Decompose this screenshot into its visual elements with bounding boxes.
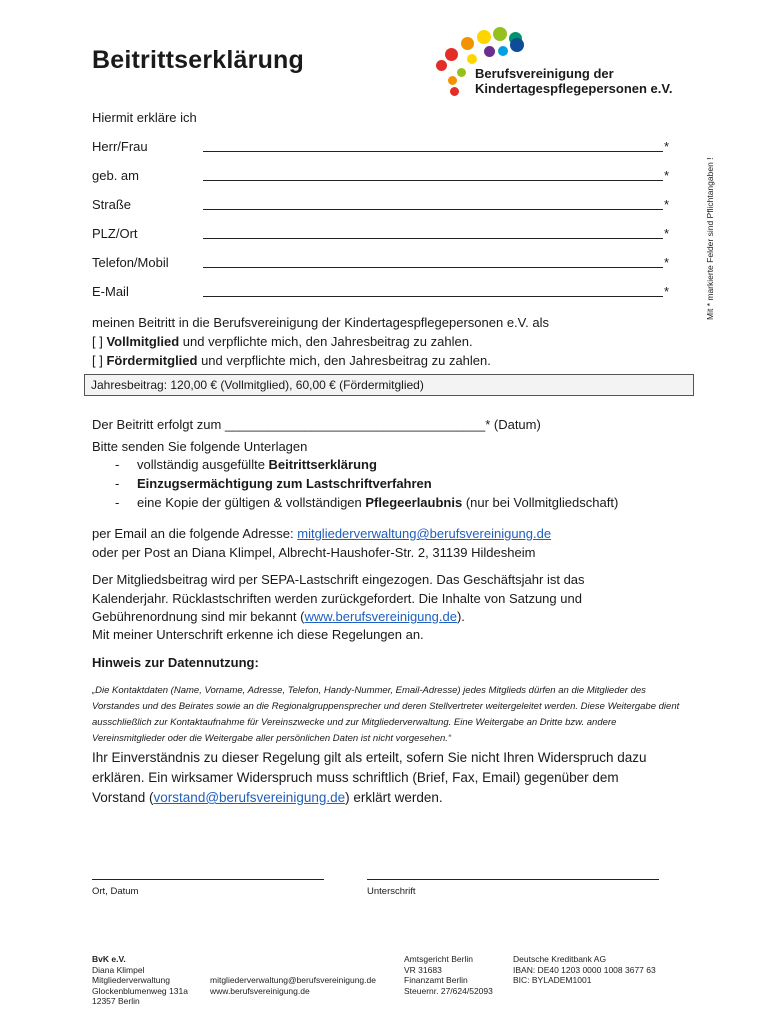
footer-org: BvK e.V.: [92, 954, 126, 964]
signature-label: Unterschrift: [367, 886, 416, 897]
organization-name-line2: Kindertagespflegepersonen e.V.: [475, 81, 673, 96]
logo-dot: [510, 38, 524, 52]
sepa-text: ).: [456, 609, 465, 624]
logo-dot: [484, 46, 495, 57]
logo-dot: [467, 54, 477, 64]
required-marker: *: [664, 284, 670, 299]
page-title: Beitrittserklärung: [92, 46, 304, 74]
list-item: [115, 495, 618, 510]
footer-line: Mitgliederverwaltung: [92, 975, 170, 985]
footer-line: Amtsgericht Berlin: [404, 954, 473, 964]
organization-name: [475, 66, 672, 96]
field-label: geb. am: [92, 168, 139, 183]
logo-dot: [436, 60, 447, 71]
list-item: [115, 476, 432, 491]
logo-dot: [493, 27, 507, 41]
footer-line: Finanzamt Berlin: [404, 975, 468, 985]
website-link[interactable]: www.berufsvereinigung.de: [304, 609, 457, 624]
item-bold: Einzugsermächtigung zum Lastschriftverfahren: [137, 476, 432, 491]
sepa-line: Der Mitgliedsbeitrag wird per SEPA-Lastschrift eingezogen. Das Geschäftsjahr ist das: [92, 572, 585, 587]
consent-line: [92, 788, 443, 807]
item-bold: Pflegeerlaubnis: [365, 495, 463, 510]
required-marker: *: [664, 226, 670, 241]
field-label: Straße: [92, 197, 132, 212]
sepa-line: [92, 607, 465, 626]
item-text: (nur bei Vollmitgliedschaft): [462, 495, 619, 510]
footer-bank: [513, 954, 656, 986]
sepa-line: Kalenderjahr. Rücklastschriften werden zurückgefordert. Die Inhalte von Satzung und: [92, 591, 582, 606]
field-label: E-Mail: [92, 284, 129, 299]
send-email-text: per Email an die folgende Adresse:: [92, 526, 298, 541]
required-marker: *: [664, 139, 670, 154]
item-text: vollständig ausgefüllte: [137, 457, 269, 472]
sepa-text: Gebührenordnung sind mir bekannt (: [92, 609, 305, 624]
footer-email[interactable]: mitgliederverwaltung@berufsvereinigung.de: [210, 975, 376, 985]
list-dash: -: [115, 457, 120, 472]
footer-line: Glockenblumenweg 131a: [92, 985, 188, 996]
membership-intro: meinen Beitritt in die Berufsvereinigung der Kindertagespflegepersonen e.V. als: [92, 315, 549, 330]
footer-website[interactable]: www.berufsvereinigung.de: [210, 985, 310, 996]
full-member-label: Vollmitglied: [106, 334, 180, 349]
checkbox-supporting-member[interactable]: [ ]: [92, 353, 107, 368]
input-line[interactable]: [203, 180, 663, 181]
footer-line: 12357 Berlin: [92, 996, 140, 1006]
input-line[interactable]: [203, 238, 663, 239]
sepa-line: Mit meiner Unterschrift erkenne ich diese Regelungen an.: [92, 627, 424, 642]
signature-line[interactable]: [367, 879, 659, 880]
footer-line: Deutsche Kreditbank AG: [513, 954, 607, 964]
footer-line: VR 31683: [404, 964, 442, 975]
input-line[interactable]: [203, 209, 663, 210]
footer-registry: [404, 954, 493, 996]
logo-dot: [457, 68, 466, 77]
list-dash: -: [115, 495, 120, 510]
documents-intro: Bitte senden Sie folgende Unterlagen: [92, 439, 308, 454]
entry-date-line[interactable]: Der Beitritt erfolgt zum ____________________________________* (Datum): [92, 417, 541, 432]
intro-text: Hiermit erkläre ich: [92, 110, 197, 125]
send-post-line: oder per Post an Diana Klimpel, Albrecht-Haushofer-Str. 2, 31139 Hildesheim: [92, 545, 536, 560]
item-bold: Beitrittserklärung: [268, 457, 377, 472]
place-date-line[interactable]: [92, 879, 324, 880]
item-text: eine Kopie der gültigen & vollständigen: [137, 495, 366, 510]
supporting-member-text: und verpflichte mich, den Jahresbeitrag zu zahlen.: [197, 353, 491, 368]
list-item: [115, 457, 377, 472]
logo-dot: [450, 87, 459, 96]
logo-dot: [448, 76, 457, 85]
organization-name-line1: Berufsvereinigung der: [475, 66, 614, 81]
logo-dot: [445, 48, 458, 61]
required-marker: *: [664, 168, 670, 183]
required-marker: *: [664, 255, 670, 270]
consent-text: ) erklärt werden.: [345, 790, 443, 805]
option-supporting-member[interactable]: [92, 351, 491, 370]
logo-dot: [461, 37, 474, 50]
privacy-note: „Die Kontaktdaten (Name, Vorname, Adresse, Telefon, Handy-Nummer, Email-Adresse) jedes Mitglieds dürfen an die Mitglieder des Vorstandes und des Beirates sowie an die Regionalgruppensprecher und deren Stellvertreter weitergeleitet werden. Diese Weitergabe dient ausschließlich zur Kontaktaufnahme für Vereinszwecke und zur Mitgliederverwaltung. Eine Weitergabe an Dritte bzw. andere Vereinsmitglieder oder die Weitergabe aller persönlichen Daten ist nicht vorgesehen.“: [92, 685, 680, 744]
footer-address: [92, 954, 188, 1007]
checkbox-full-member[interactable]: [ ]: [92, 334, 107, 349]
annual-fee-box: [84, 374, 694, 396]
input-line[interactable]: [203, 151, 663, 152]
board-email-link[interactable]: vorstand@berufsvereinigung.de: [153, 790, 346, 805]
footer-line: IBAN: DE40 1203 0000 1008 3677 63: [513, 964, 656, 975]
field-label: Herr/Frau: [92, 139, 148, 154]
consent-line: erklären. Ein wirksamer Widerspruch muss schriftlich (Brief, Fax, Email) gegenüber dem: [92, 770, 619, 785]
input-line[interactable]: [203, 296, 663, 297]
privacy-heading: Hinweis zur Datennutzung:: [92, 655, 259, 670]
required-fields-note: Mit * markierte Felder sind Pflichtangaben !: [705, 157, 715, 320]
footer-line: BIC: BYLADEM1001: [513, 975, 592, 985]
logo-dot: [477, 30, 491, 44]
send-email-line: [92, 524, 551, 543]
input-line[interactable]: [203, 267, 663, 268]
place-date-label: Ort, Datum: [92, 886, 139, 897]
option-full-member[interactable]: [92, 332, 473, 351]
supporting-member-label: Fördermitglied: [106, 353, 198, 368]
field-label: PLZ/Ort: [92, 226, 138, 241]
full-member-text: und verpflichte mich, den Jahresbeitrag zu zahlen.: [179, 334, 473, 349]
consent-text: Vorstand (: [92, 790, 154, 805]
footer-line: Steuernr. 27/624/52093: [404, 985, 493, 996]
required-marker: *: [664, 197, 670, 212]
annual-fee-text: Jahresbeitrag: 120,00 € (Vollmitglied), 60,00 € (Fördermitglied): [91, 378, 424, 392]
footer-line: Diana Klimpel: [92, 964, 145, 975]
field-label: Telefon/Mobil: [92, 255, 169, 270]
logo-dot: [498, 46, 508, 56]
consent-line: Ihr Einverständnis zu dieser Regelung gilt als erteilt, sofern Sie nicht Ihren Widerspruch dazu: [92, 750, 647, 765]
email-link[interactable]: mitgliederverwaltung@berufsvereinigung.de: [297, 526, 552, 541]
list-dash: -: [115, 476, 120, 491]
footer-contact: [210, 975, 376, 996]
